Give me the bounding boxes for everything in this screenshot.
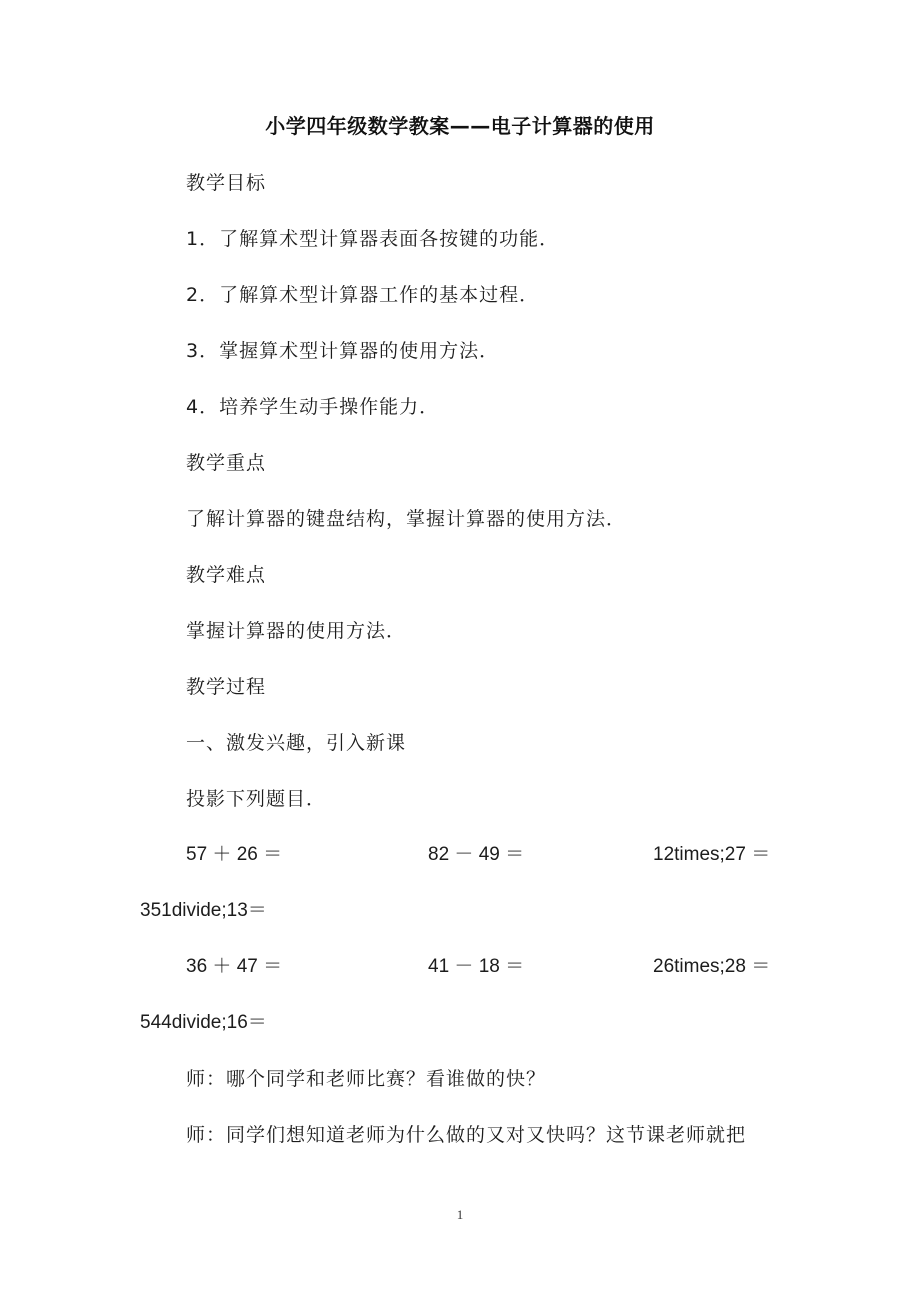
step1-heading: 一、激发兴趣，引入新课 bbox=[186, 732, 407, 754]
exercise-division: 351divide;13＝ bbox=[140, 900, 267, 921]
exercise-addition: 57 ＋ 26 ＝ bbox=[186, 844, 283, 865]
step1-intro: 投影下列题目． bbox=[186, 788, 327, 810]
objective-item-2: 2．了解算术型计算器工作的基本过程． bbox=[186, 284, 540, 306]
dialogue-line-1: 师：哪个同学和老师比赛？看谁做的快？ bbox=[186, 1068, 547, 1090]
difficulties-heading: 教学难点 bbox=[186, 564, 267, 586]
objective-item-3: 3．掌握算术型计算器的使用方法． bbox=[186, 340, 500, 362]
dialogue-line-2: 师：同学们想知道老师为什么做的又对又快吗？这节课老师就把 bbox=[186, 1124, 747, 1146]
exercise-row-2 bbox=[0, 954, 920, 980]
exercise-subtraction: 82 － 49 ＝ bbox=[428, 844, 525, 865]
exercise-division: 544divide;16＝ bbox=[140, 1012, 267, 1033]
objectives-heading: 教学目标 bbox=[186, 172, 267, 194]
exercise-subtraction: 41 － 18 ＝ bbox=[428, 956, 525, 977]
exercise-multiplication: 12times;27 ＝ bbox=[653, 844, 771, 865]
objective-item-4: 4．培养学生动手操作能力． bbox=[186, 396, 440, 418]
page-number: 1 bbox=[456, 1207, 464, 1222]
key-points-heading: 教学重点 bbox=[186, 452, 267, 474]
exercise-addition: 36 ＋ 47 ＝ bbox=[186, 956, 283, 977]
exercise-row-1 bbox=[0, 842, 920, 868]
objective-item-1: 1．了解算术型计算器表面各按键的功能． bbox=[186, 228, 560, 250]
key-points-text: 了解计算器的键盘结构，掌握计算器的使用方法． bbox=[186, 508, 627, 530]
difficulties-text: 掌握计算器的使用方法． bbox=[186, 620, 407, 642]
process-heading: 教学过程 bbox=[186, 676, 267, 698]
exercise-multiplication: 26times;28 ＝ bbox=[653, 956, 771, 977]
document-title: 小学四年级数学教案——电子计算器的使用 bbox=[265, 114, 655, 138]
